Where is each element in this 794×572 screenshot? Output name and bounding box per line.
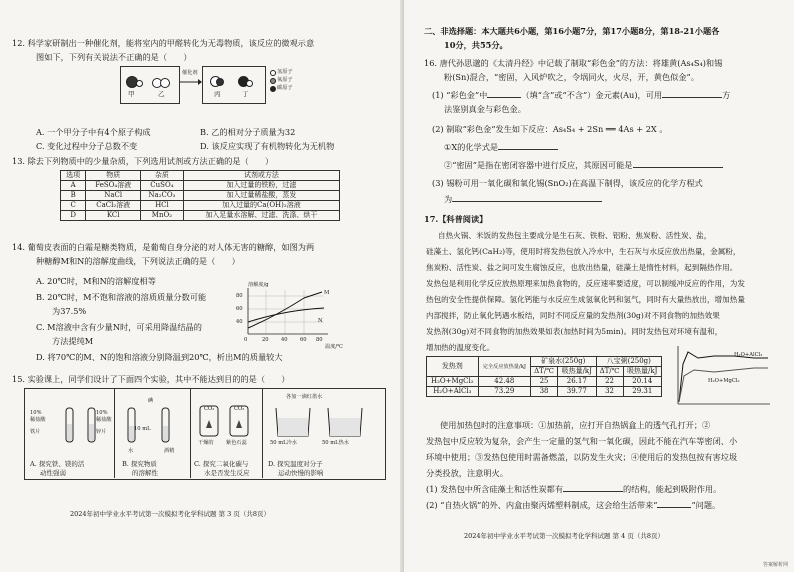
- table-header: 完全反应放热量/kJ: [478, 357, 530, 377]
- legend-c: 碳原子: [277, 85, 293, 91]
- table-cell: 26.17: [558, 377, 596, 387]
- q12-option-d: D. 该反应实现了有机物转化为无机物: [200, 141, 335, 151]
- exp-b-label: 碘: [148, 398, 154, 404]
- q17-part1: [426, 484, 721, 495]
- q13-stem: 13. 除去下列物质中的少量杂质，下列选用试剂或方法正确的是（ ）: [12, 156, 274, 166]
- q14-option-b-2: 为37.5%: [52, 306, 87, 316]
- reading-line: 焦炭粉、活性炭、盐之间可发生腐蚀反应，也放出热量，硅藻土是惰性材料，起到隔热作用。: [426, 263, 738, 272]
- table-header: 杂质: [141, 171, 184, 181]
- reading-line: 热包的安全性提供保障。氢化钙能与水反应生成氢氧化钙和氢气，同时有大量热放出，增加热量: [426, 295, 745, 304]
- table-cell: H₂O+AlCl₃: [427, 387, 479, 397]
- reading-line: 自热火锅、米饭的发热包主要成分是生石灰、铁粉、铝粉、焦炭粉、活性炭、盐，: [438, 231, 712, 240]
- series-label-m: M: [324, 290, 330, 296]
- solubility-curves: [246, 288, 332, 338]
- q16-part2-b: [444, 160, 723, 171]
- chart-ytick: 60: [236, 306, 243, 312]
- q12-stem: 12. 科学家研制出一种催化剂，能将室内的甲醛转化为无毒物质，该反应的微观示意: [12, 38, 315, 48]
- table-cell: 42.48: [478, 377, 530, 387]
- q14-option-c-2: 方法提纯M: [52, 336, 94, 346]
- q14-option-d: D. 将70℃的M、N的饱和溶液分别降温到20℃，析出M的质量较大: [36, 352, 283, 362]
- molecule-bing-c: [216, 78, 224, 86]
- label-ding: 丁: [242, 90, 249, 98]
- table-cell: Na₂CO₃: [141, 191, 184, 201]
- section-title: 二、非选择题：本大题共6小题，第16小题7分，第17小题8分，第18-21小题各: [424, 26, 720, 36]
- table-header: 矿泉水(250g): [531, 357, 596, 367]
- exp-c-label: CO₂: [204, 406, 215, 412]
- q15-stem: 15. 实验课上，同学们设计了下面四个实验，其中不能达到目的的是（ ）: [12, 374, 290, 384]
- exp-d-label: 50 mL热水: [322, 440, 349, 446]
- table-header: 物质: [86, 171, 141, 181]
- chart-ylabel: 溶解度/g: [248, 282, 269, 288]
- table-cell: D: [61, 211, 86, 221]
- q14-stem: 14. 葡萄皮表面的白霜是糖类物质，是葡萄自身分泌的对人体无害的糖醇，如图为两: [12, 242, 315, 252]
- q12-option-c: C. 变化过程中分子总数不变: [36, 141, 138, 151]
- chart-xlabel: 温度/℃: [325, 344, 343, 350]
- answer-blank[interactable]: [452, 201, 602, 202]
- table-row: [61, 201, 340, 211]
- table-cell: 加入过量的铁粉，过滤: [183, 181, 339, 191]
- molecule-yi-2: [160, 78, 170, 88]
- legend-h: 氢原子: [277, 69, 293, 75]
- label-yi: 乙: [158, 90, 165, 98]
- q17-part1-a: (1) 发热包中所含硅藻土和活性炭都有: [426, 484, 564, 494]
- divider: [114, 388, 115, 478]
- q17-part1-b: 的结构，能起到吸附作用。: [623, 484, 722, 494]
- table-row: [61, 181, 340, 191]
- table-cell: 20.14: [623, 377, 661, 387]
- q13-table: [60, 170, 340, 221]
- table-cell: 25: [531, 377, 558, 387]
- chart-xtick: 80: [316, 337, 323, 343]
- exp-c-label: 干燥的: [198, 440, 214, 446]
- q14-stem-2: 种糖醇M和N的溶解度曲线，下列说法正确的是（ ）: [36, 256, 240, 266]
- table-cell: 加入过量的Ca(OH)₂溶液: [183, 201, 339, 211]
- legend-o-icon: [270, 78, 276, 84]
- series-label-n: N: [318, 318, 323, 324]
- exp-b-label: 水: [128, 448, 134, 454]
- reading-line: 发热包是利用化学反应放热原理来加热食物的，反应速率要适度，可以制缓冲反应的作用，为发: [426, 279, 745, 288]
- chart-ytick: 40: [236, 319, 243, 325]
- q16-part1: [432, 90, 730, 101]
- q12-option-b: B. 乙的相对分子质量为32: [200, 127, 296, 137]
- q14-option-b: B. 20℃时，M不饱和溶液的溶质质量分数可能: [36, 292, 207, 302]
- legend-o: 氧原子: [277, 77, 293, 83]
- divider: [190, 388, 191, 478]
- table-cell: KCl: [86, 211, 141, 221]
- table-cell: HCl: [141, 201, 184, 211]
- reaction-arrow-icon: [180, 78, 202, 86]
- page-footer: 2024年初中学业水平考试第一次模拟考化学科试题 第 4 页（共8页）: [464, 532, 665, 540]
- table-cell: C: [61, 201, 86, 211]
- exp-a-label: 锌片: [96, 429, 107, 435]
- divider: [262, 388, 263, 478]
- exp-b-label: 10 mL: [134, 426, 151, 432]
- page-footer: 2024年初中学业水平考试第一次模拟考化学科试题 第 3 页（共8页）: [70, 510, 271, 518]
- table-cell: CaCl₂溶液: [86, 201, 141, 211]
- chart-xtick: 60: [300, 337, 307, 343]
- exp-c-label: CO₂: [234, 406, 245, 412]
- exp-d-label: 各加一滴红墨水: [286, 394, 323, 400]
- q17-part2-a: (2) “自热火锅”的外、内盒由聚丙烯塑料制成，这会给生活带来“: [426, 500, 658, 510]
- exp-c-label: 紫色石蕊: [226, 440, 247, 446]
- q15-option-c: C. 探究二氧化碳与: [194, 460, 249, 468]
- q16-part1-b: （填“含”或“不含”）金元素(Au)，可用: [521, 90, 663, 100]
- q15-option-d: D. 探究温度对分子: [268, 460, 323, 468]
- exp-a-label: 铁片: [30, 429, 41, 435]
- exp-a-label: 稀盐酸: [30, 417, 46, 423]
- experiment-b-tubes: [122, 398, 182, 448]
- experiment-d-beakers: [268, 404, 378, 440]
- table-cell: NaCl: [86, 191, 141, 201]
- q12-option-a: A. 一个甲分子中有4个原子构成: [36, 127, 151, 137]
- q16-part1-d: 法鉴别真金与彩色金。: [444, 104, 526, 114]
- answer-blank[interactable]: [662, 97, 722, 98]
- label-bing: 丙: [214, 90, 221, 98]
- notice-line: 分类投放，注意明火。: [426, 468, 508, 478]
- label-jia: 甲: [128, 90, 135, 98]
- notice-line: 环境中使用；③发热包使用时需备燃盖，以防发生火灾；④使用后的发热包按有害垃圾: [426, 452, 738, 462]
- watermark-logo: 答案解析网: [762, 562, 788, 568]
- q17-part2-b: ”问题。: [691, 500, 721, 510]
- table-row: [61, 191, 340, 201]
- q15-option-a: A. 探究铁、镁的活: [30, 460, 85, 468]
- reading-line: 增加热的温度变化。: [426, 343, 495, 352]
- answer-blank[interactable]: [633, 167, 723, 168]
- q16-stem: 16. 唐代孙思邈的《太清丹经》中记载了制取“彩色金”的方法：将雄黄(As₄S₄)和锡: [424, 58, 723, 68]
- table-cell: 73.29: [478, 387, 530, 397]
- chart-xtick: 40: [281, 337, 288, 343]
- q14-option-c: C. M溶液中含有少量N时，可采用降温结晶的: [36, 322, 202, 332]
- table-cell: 39.77: [558, 387, 596, 397]
- curve-label-alcl3: H₂O+AlCl₃: [734, 352, 763, 358]
- table-subheader: ΔT/℃: [596, 367, 623, 377]
- table-cell: 22: [596, 377, 623, 387]
- table-row: [427, 387, 662, 397]
- q15-option-b-2: 的溶解性: [132, 469, 158, 477]
- table-cell: 加入过量稀盐酸，蒸发: [183, 191, 339, 201]
- table-cell: CuSO₄: [141, 181, 184, 191]
- exp-b-label: 酒精: [164, 448, 175, 454]
- chart-ytick: 80: [236, 293, 243, 299]
- table-row: [61, 211, 340, 221]
- q16-part2: (2) 制取“彩色金”发生如下反应：As₄S₄ + 2Sn ══ 4As + 2X 。: [432, 124, 668, 134]
- q16-stem-2: 粉(Sn)混合，“密固，入风炉吹之，令埚同火，火尽，开，黄色似金”。: [444, 72, 699, 82]
- table-header: 选项: [61, 171, 86, 181]
- answer-blank[interactable]: [563, 491, 623, 492]
- q12-stem-2: 图如下，下列有关说法不正确的是（ ）: [36, 52, 192, 62]
- q16-part3-b-text: 为: [444, 194, 453, 204]
- q17-part2: [426, 500, 720, 511]
- curve-label-mgcl2: H₂O+MgCl₂: [708, 378, 740, 384]
- exp-a-label: 10%: [96, 410, 108, 416]
- legend-h-icon: [270, 70, 276, 76]
- table-header: 试剂或方法: [183, 171, 339, 181]
- table-cell: FeSO₄溶液: [86, 181, 141, 191]
- table-subheader: 吸热量/kJ: [623, 367, 661, 377]
- table-row: [427, 377, 662, 387]
- table-header: 发热剂: [427, 357, 479, 377]
- exp-a-label: 10%: [30, 410, 42, 416]
- exp-d-label: 50 mL冷水: [270, 440, 297, 446]
- answer-blank[interactable]: [487, 97, 521, 98]
- q17-heat-table: [426, 356, 662, 397]
- notice-line: 使用加热包时的注意事项：①加热前，应打开自热锅盒上的透气孔打开；②: [440, 420, 711, 430]
- q16-part2-a-text: ①X的化学式是: [444, 142, 499, 152]
- table-subheader: ΔT/℃: [531, 367, 558, 377]
- exam-page-right: [404, 0, 794, 572]
- q15-option-d-2: 运动快慢的影响: [278, 469, 324, 477]
- table-header: 八宝粥(250g): [596, 357, 662, 367]
- table-cell: MnO₂: [141, 211, 184, 221]
- table-subheader: 吸热量/kJ: [558, 367, 596, 377]
- reading-line: 硅藻土、氢化钙(CaH₂)等，使用时将发热包放入冷水中，生石灰与水反应放出热量，金属粉，: [426, 247, 741, 256]
- table-cell: 29.31: [623, 387, 661, 397]
- section-title-2: 10分，共55分。: [444, 40, 508, 50]
- reading-line: 内部搅拌，防止氧化钙遇水板结，同时不同反应量的发热剂(30g)对不同食物的加热效果: [426, 311, 720, 320]
- catalyst-label: 催化剂: [182, 70, 198, 76]
- table-cell: 38: [531, 387, 558, 397]
- molecule-jia-h: [136, 80, 143, 87]
- q16-part1-c: 方: [722, 90, 731, 100]
- table-cell: B: [61, 191, 86, 201]
- table-cell: 32: [596, 387, 623, 397]
- chart-xtick: 0: [244, 337, 248, 343]
- q15-option-b: B. 探究物质: [122, 460, 157, 468]
- answer-blank[interactable]: [498, 149, 558, 150]
- chart-xtick: 20: [262, 337, 269, 343]
- q17-title: 17.【科普阅读】: [424, 214, 488, 224]
- table-cell: 加入足量水溶解、过滤、洗涤、烘干: [183, 211, 339, 221]
- molecule-ding-h: [246, 80, 253, 87]
- q16-part3: (3) 锡粉可用一氧化碳和氧化锡(SnO₂)在高温下制得，该反应的化学方程式: [432, 178, 703, 188]
- q16-part1-a: (1) “彩色金”中: [432, 90, 488, 100]
- table-cell: A: [61, 181, 86, 191]
- table-cell: H₂O+MgCl₂: [427, 377, 479, 387]
- q16-part3-b: [444, 194, 602, 205]
- exp-a-label: 稀盐酸: [96, 417, 112, 423]
- q15-option-a-2: 动性强弱: [40, 469, 66, 477]
- table-header-row: [61, 171, 340, 181]
- reading-line: 发热剂(30g)对不同食物的加热效果如表(加热时间为5min)。同时发热包对环境有温和，: [426, 327, 723, 336]
- notice-line: 发热包中反应较为复杂，会产生一定量的氢气和一氧化碳，因此不能在汽车等密闭、小: [426, 436, 738, 446]
- answer-blank[interactable]: [657, 507, 691, 508]
- q14-option-a: A. 20℃时，M和N的溶解度相等: [36, 276, 156, 286]
- q16-part2-a: [444, 142, 558, 153]
- q16-part2-b-text: ②“密固”是指在密闭容器中进行反应，其原因可能是: [444, 160, 633, 170]
- table-header-row: [427, 357, 662, 367]
- legend-c-icon: [270, 86, 276, 92]
- q15-option-c-2: 水是否发生反应: [204, 469, 250, 477]
